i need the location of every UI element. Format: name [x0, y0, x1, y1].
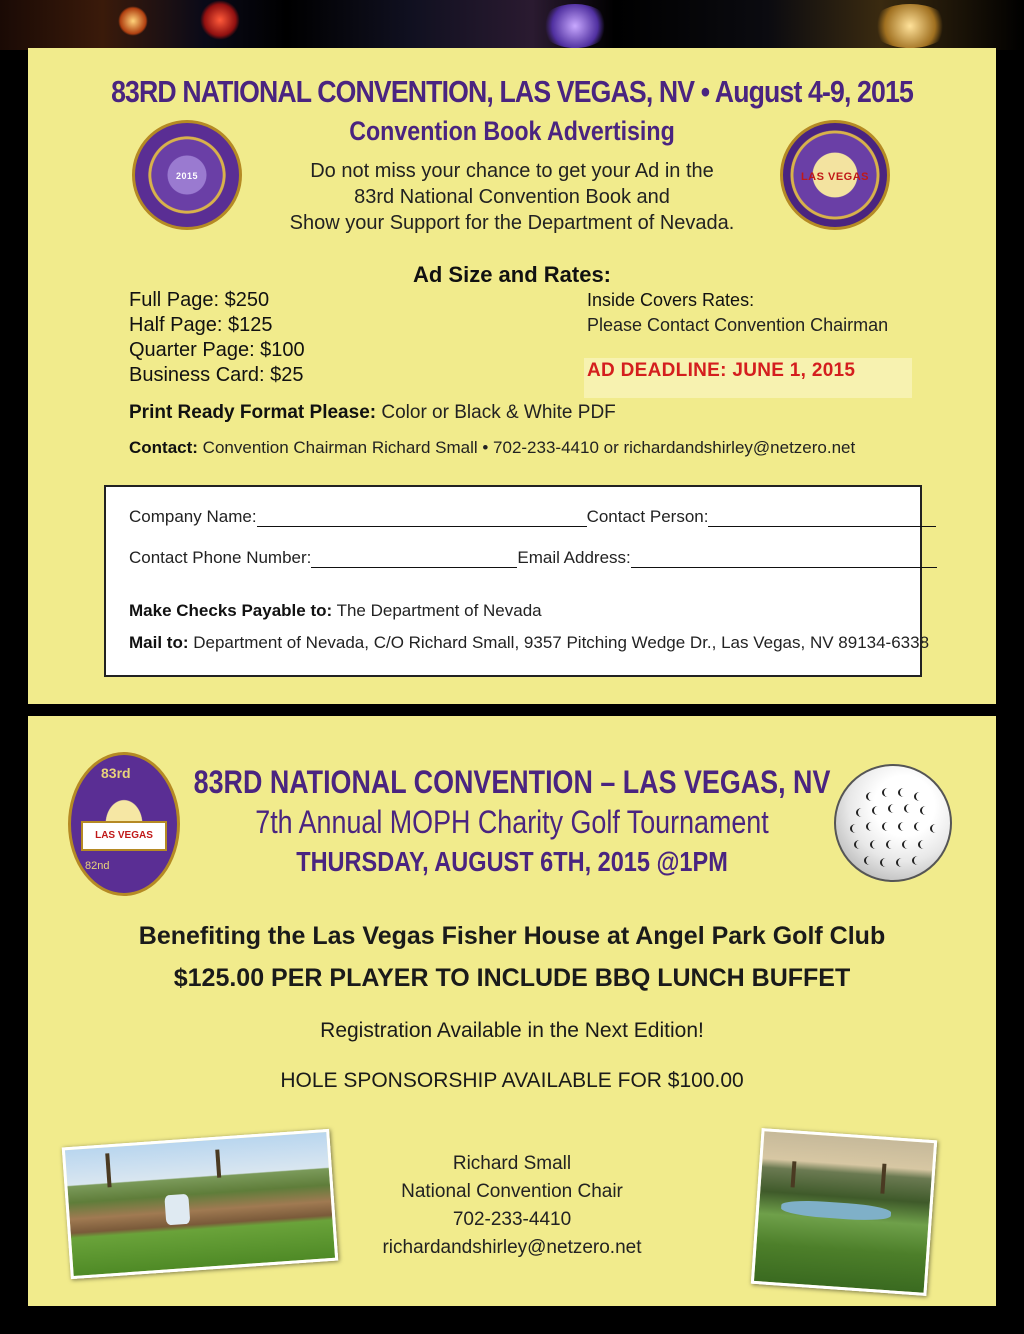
golf-event: 7th Annual MOPH Charity Golf Tournament: [255, 804, 769, 840]
contact-person-field[interactable]: [708, 508, 936, 527]
advert-title: 83RD NATIONAL CONVENTION, LAS VEGAS, NV • August 4-9, 2015: [111, 74, 913, 109]
golf-panel: [28, 716, 996, 1306]
form-row-phone: [129, 548, 937, 568]
chair-contact: Richard Small National Convention Chair 702-233-4410 richardandshirley@netzero.net: [382, 1153, 642, 1258]
advert-subtitle: Convention Book Advertising: [349, 116, 675, 146]
rate-item: Business Card: $25: [129, 364, 304, 386]
golf-title: 83RD NATIONAL CONVENTION – LAS VEGAS, NV: [193, 764, 831, 800]
convention-seal-logo: 83rd LAS VEGAS 82nd: [68, 752, 180, 896]
email-field[interactable]: [631, 549, 937, 568]
ad-deadline: AD DEADLINE: JUNE 1, 2015: [584, 358, 912, 398]
rate-item: Quarter Page: $100: [129, 339, 305, 361]
order-form: [104, 485, 930, 677]
rate-item: Half Page: $125: [129, 314, 273, 336]
hole-sponsorship: HOLE SPONSORSHIP AVAILABLE FOR $100.00: [280, 1069, 744, 1092]
advert-intro: Do not miss your chance to get your Ad in the 83rd National Convention Book and Show your Support for the Department of Nevada.: [289, 160, 735, 234]
golf-price: $125.00 PER PLAYER TO INCLUDE BBQ LUNCH BUFFET: [173, 964, 851, 992]
checks-payable: Make Checks Payable to: The Department of Nevada: [129, 601, 542, 620]
advertising-panel: [28, 48, 996, 704]
company-name-label: Company Name:: [129, 507, 257, 526]
golf-ball-icon: [834, 764, 952, 882]
form-row-company: [129, 507, 936, 527]
purple-heart-seal-logo: 2015: [132, 120, 242, 230]
contact-person-label: Contact Person:: [586, 507, 709, 526]
golf-registration: Registration Available in the Next Edition!: [320, 1019, 704, 1042]
format-line: Print Ready Format Please: Color or Black & White PDF: [129, 402, 616, 423]
company-name-field[interactable]: [257, 508, 587, 527]
header-photo-strip: [0, 0, 1024, 50]
golf-date: THURSDAY, AUGUST 6TH, 2015 @1PM: [296, 846, 728, 877]
rates-list: [129, 288, 305, 388]
inside-covers: Inside Covers Rates: Please Contact Convention Chairman: [587, 290, 889, 335]
mail-to: Mail to: Department of Nevada, C/O Richard Small, 9357 Pitching Wedge Dr., Las Vegas, NV 89134-6338: [129, 633, 930, 652]
rate-item: Full Page: $250: [129, 289, 270, 311]
rates-heading: Ad Size and Rates:: [412, 262, 612, 287]
golf-benefit: Benefiting the Las Vegas Fisher House at Angel Park Golf Club: [138, 922, 886, 950]
contact-line: Contact: Convention Chairman Richard Small • 702-233-4410 or richardandshirley@netzero.net: [129, 438, 856, 457]
phone-label: Contact Phone Number:: [129, 548, 312, 567]
silver-state-seal-logo: LAS VEGAS: [780, 120, 890, 230]
phone-field[interactable]: [311, 549, 517, 568]
email-label: Email Address:: [517, 548, 631, 567]
